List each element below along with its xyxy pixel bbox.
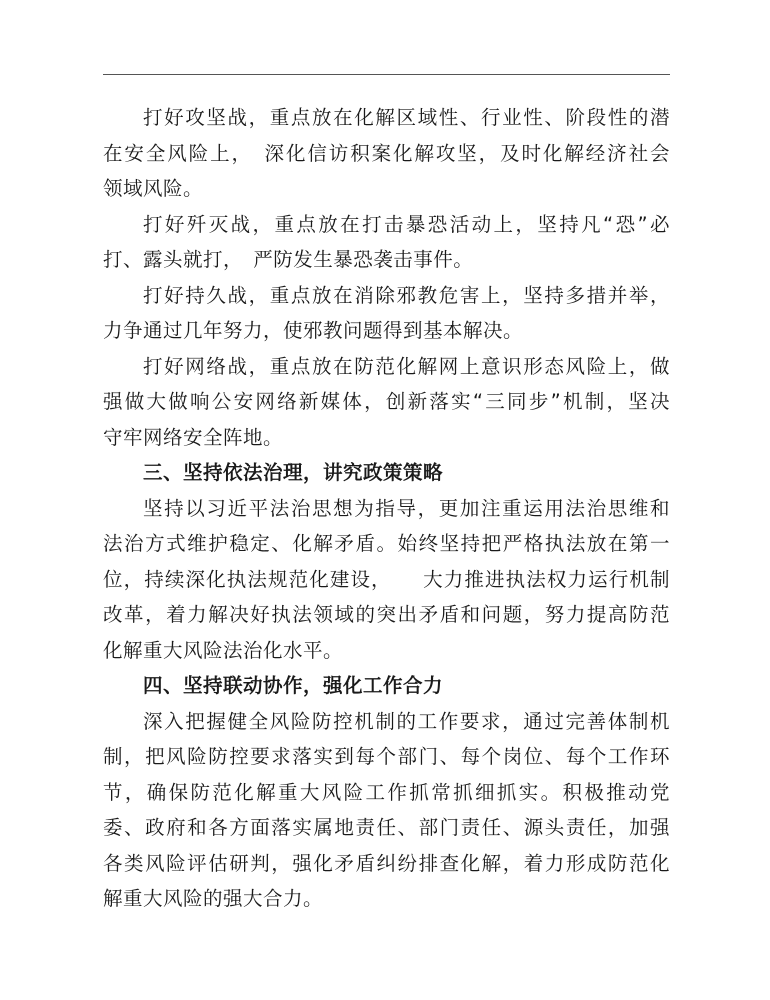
paragraph-4: [103, 349, 670, 456]
section-3-paragraph: [103, 491, 670, 669]
section-4-paragraph: [103, 704, 670, 917]
text-line: 委、政府和各方面落实属地责任、部门责任、源头责任，加强: [103, 816, 670, 839]
text-line: 解重大风险的强大合力。: [103, 887, 324, 910]
text-line: 坚持以习近平法治思想为指导，更加注重运用法治思维和: [143, 496, 670, 520]
document-body: [103, 100, 670, 917]
text-line: 在安全风险上， 深化信访积案化解攻坚，及时化解经济社会: [103, 141, 670, 165]
text-line: 力争通过几年努力，使邪教问题得到基本解决。: [103, 319, 524, 342]
text-line: 打好网络战，重点放在防范化解网上意识形态风险上，做: [143, 354, 670, 378]
text-line: 化解重大风险法治化水平。: [103, 638, 344, 662]
text-line: 强做大做响公安网络新媒体，创新落实“三同步”机制，坚决: [103, 390, 670, 413]
header-rule: [103, 74, 670, 75]
text-line: 领域风险。: [103, 177, 204, 200]
text-line: 各类风险评估研判，强化矛盾纠纷排查化解，着力形成防范化: [103, 851, 670, 875]
paragraph-2: [103, 207, 670, 278]
text-line: 位，持续深化执法规范化建设， 大力推进执法权力运行机制: [103, 567, 670, 591]
paragraph-1: [103, 100, 670, 207]
text-line: 打好攻坚战，重点放在化解区域性、行业性、阶段性的潜: [143, 106, 670, 129]
text-line: 改革，着力解决好执法领域的突出矛盾和问题，努力提高防范: [103, 603, 670, 626]
section-heading-3: 三、坚持依法治理，讲究政策策略: [143, 461, 444, 484]
text-line: 深入把握健全风险防控机制的工作要求，通过完善体制机: [143, 709, 670, 733]
text-line: 打、露头就打， 严防发生暴恐袭击事件。: [103, 248, 474, 271]
section-heading-4: 四、坚持联动协作，强化工作合力: [143, 674, 444, 697]
text-line: 节，确保防范化解重大风险工作抓常抓细抓实。积极推动党: [103, 780, 670, 804]
paragraph-3: [103, 278, 670, 349]
text-line: 打好持久战，重点放在消除邪教危害上，坚持多措并举，: [143, 283, 670, 307]
text-line: 制，把风险防控要求落实到每个部门、每个岗位、每个工作环: [103, 745, 670, 768]
text-line: 守牢网络安全阵地。: [103, 425, 284, 449]
text-line: 法治方式维护稳定、化解矛盾。始终坚持把严格执法放在第一: [103, 532, 670, 555]
text-line: 打好歼灭战，重点放在打击暴恐活动上，坚持凡“恐”必: [143, 212, 670, 236]
